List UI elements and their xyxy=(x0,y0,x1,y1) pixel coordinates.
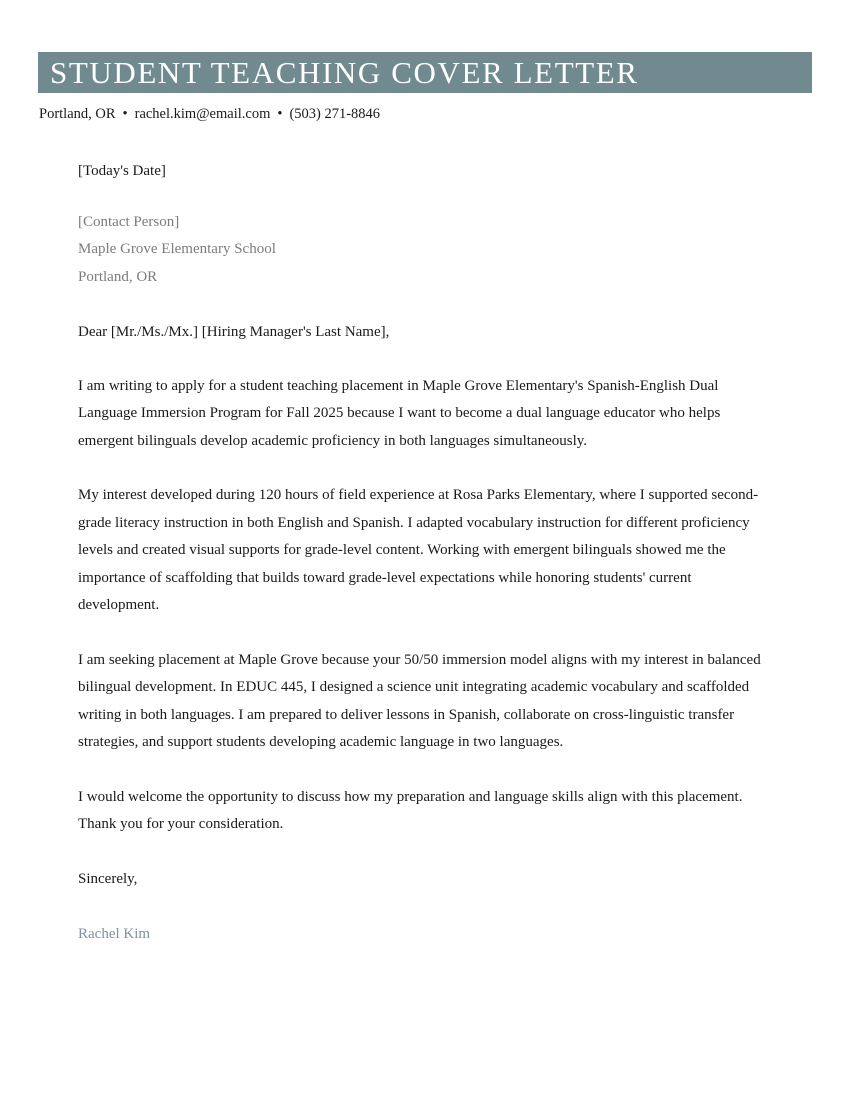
body-paragraph-4: I would welcome the opportunity to discuss how my preparation and language skills align with this placement. Thank you for your consideration. xyxy=(78,788,743,832)
letter-body xyxy=(78,158,772,949)
recipient-location: Portland, OR xyxy=(78,268,158,285)
body-paragraph-1: I am writing to apply for a student teaching placement in Maple Grove Elementary's Spanish-English Dual Language Immersion Program for Fall 2025 because I want to become a dual language educator who helps emergent bilinguals develop academic proficiency in both languages simultaneously. xyxy=(78,377,721,449)
recipient-block xyxy=(78,209,772,292)
contact-separator-1: • xyxy=(122,106,128,122)
contact-line xyxy=(39,104,380,124)
signature-name: Rachel Kim xyxy=(78,926,151,942)
header-banner xyxy=(38,52,812,93)
contact-location: Portland, OR xyxy=(39,106,116,122)
contact-phone: (503) 271-8846 xyxy=(289,106,381,122)
contact-email: rachel.kim@email.com xyxy=(134,106,271,122)
closing-line: Sincerely, xyxy=(78,870,138,887)
page-title: STUDENT TEACHING COVER LETTER xyxy=(50,55,639,90)
contact-separator-2: • xyxy=(277,106,283,122)
recipient-organization: Maple Grove Elementary School xyxy=(78,241,276,257)
letter-date: [Today's Date] xyxy=(78,163,166,179)
recipient-contact-person: [Contact Person] xyxy=(78,213,180,230)
salutation: Dear [Mr./Ms./Mx.] [Hiring Manager's Last Name], xyxy=(78,324,390,340)
body-paragraph-3: I am seeking placement at Maple Grove because your 50/50 immersion model aligns with my interest in balanced bilingual development. In EDUC 445, I designed a science unit integrating academic vocabulary and scaffolded writing in both languages. I am prepared to deliver lessons in Spanish, collaborate on cross-linguistic transfer strategies, and support students developing academic language in two languages. xyxy=(78,651,761,750)
body-paragraph-2: My interest developed during 120 hours of field experience at Rosa Parks Elementary, where I supported second-grade literacy instruction in both English and Spanish. I adapted vocabulary instruction for different proficiency levels and created visual supports for grade-level content. Working with emergent bilinguals showed me the importance of scaffolding that builds toward grade-level expectations while honoring students' current development. xyxy=(78,487,759,613)
